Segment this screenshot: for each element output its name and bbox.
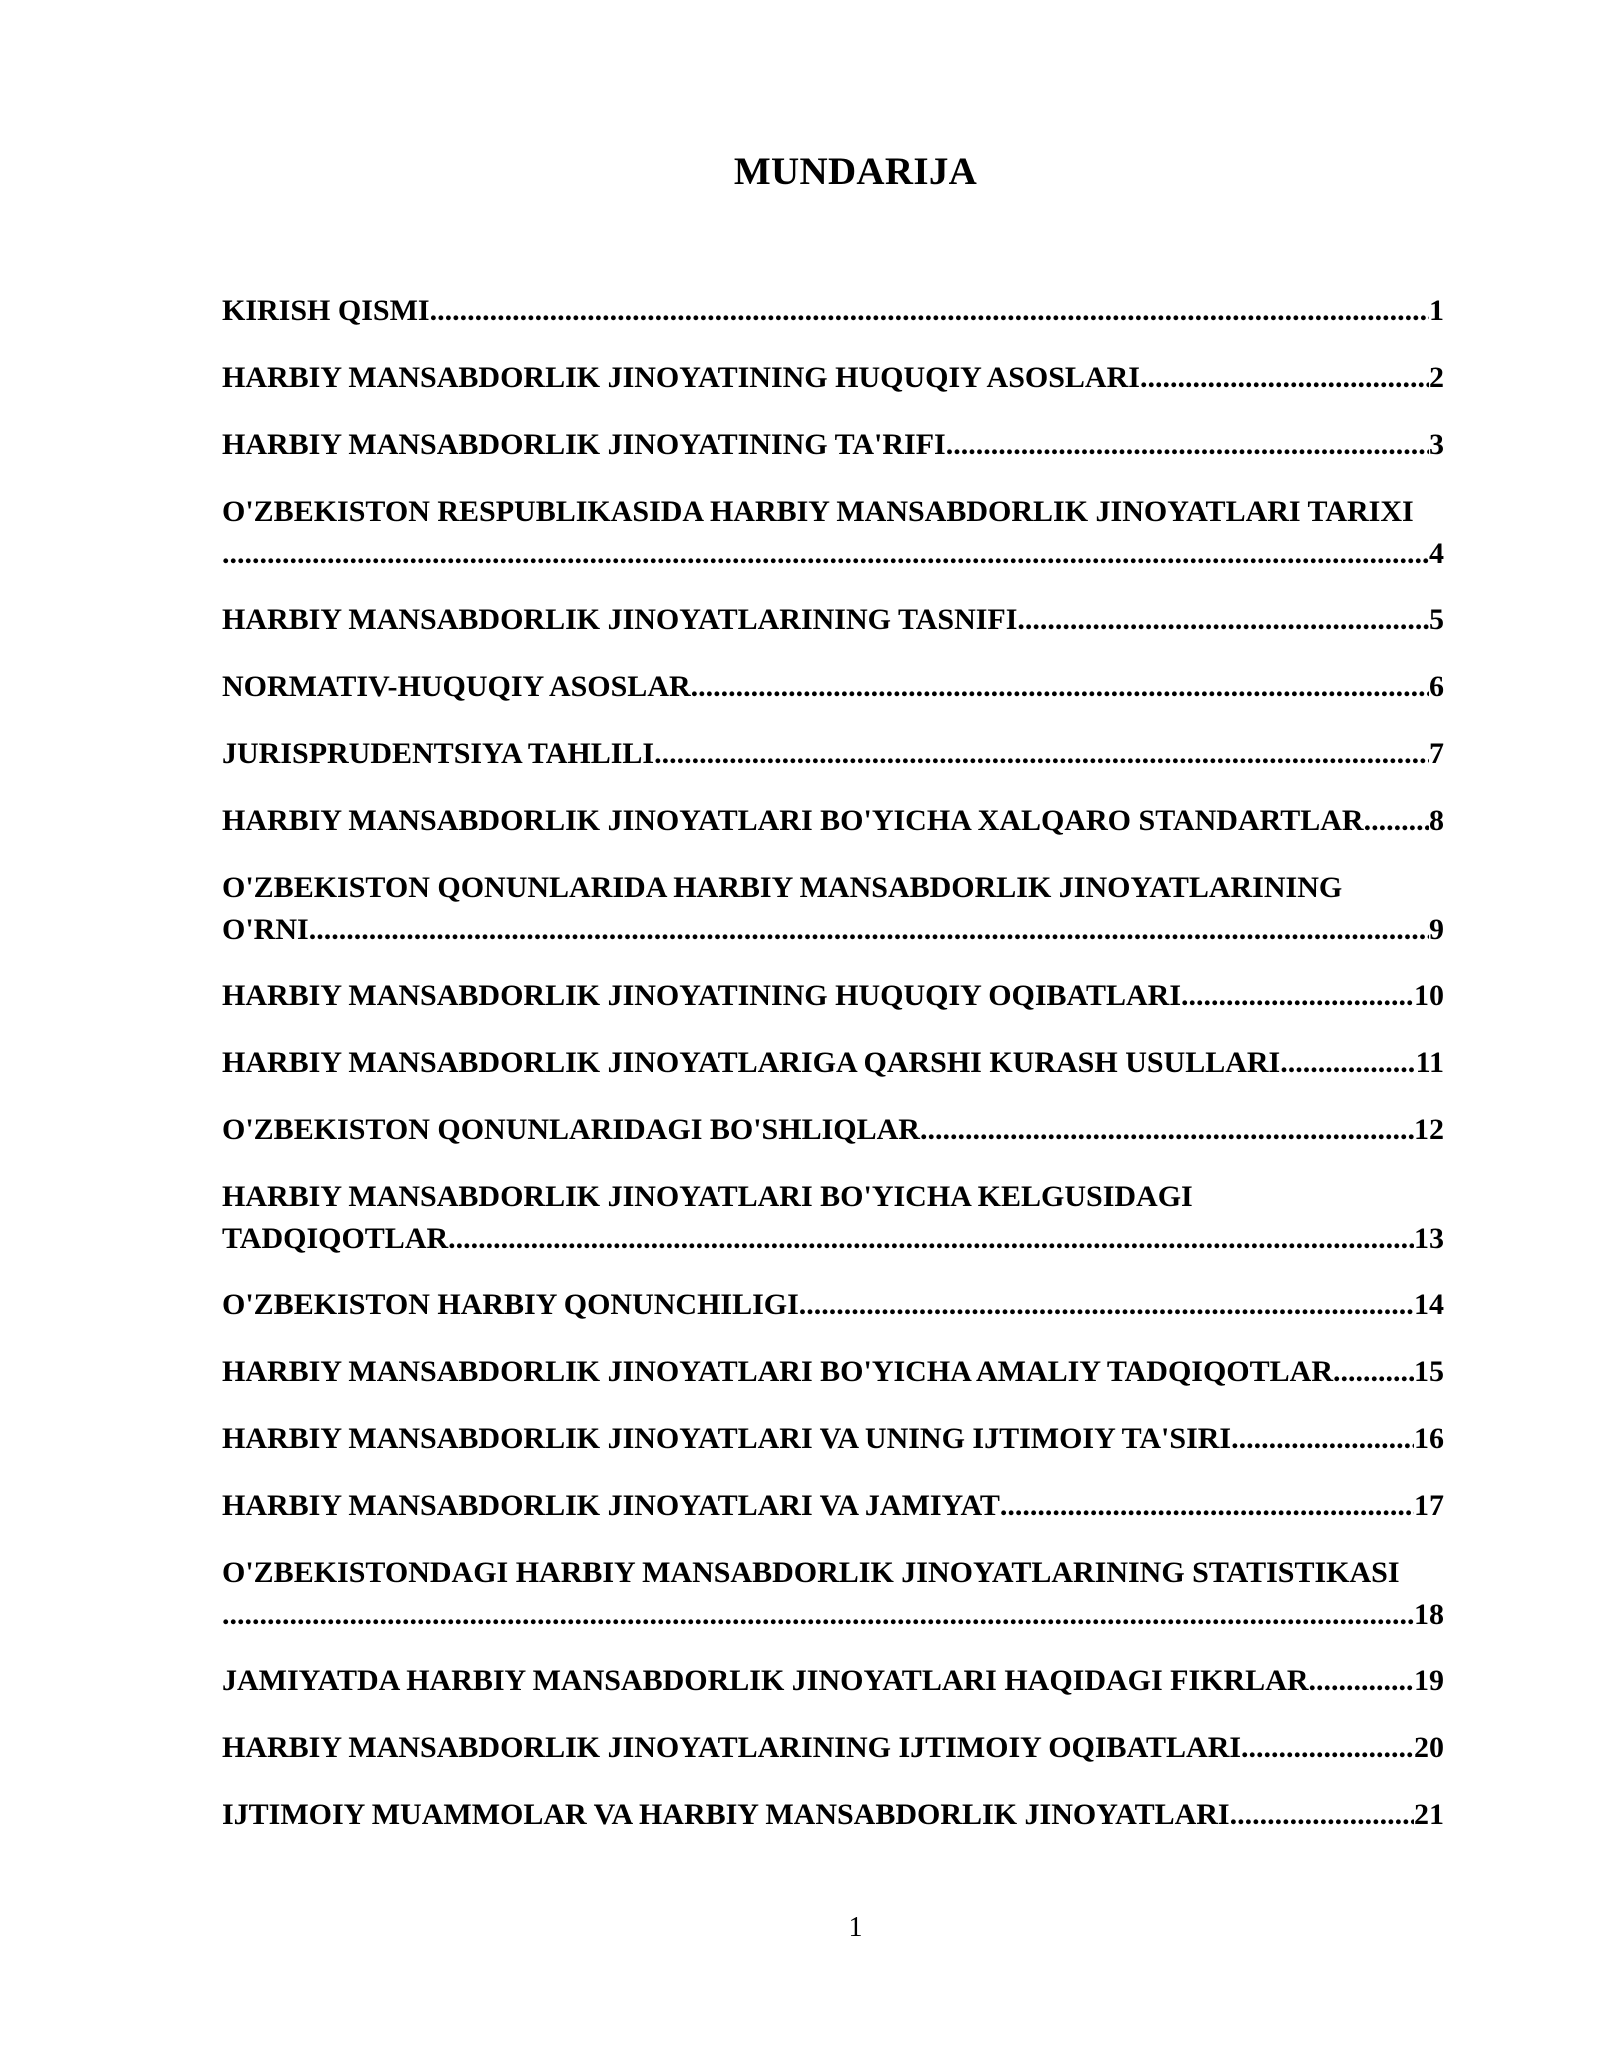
toc-entry[interactable] xyxy=(222,424,1444,466)
toc-entry-page: 3 xyxy=(1429,428,1444,461)
toc-entry[interactable] xyxy=(222,1351,1444,1393)
dot-leader xyxy=(309,909,1429,951)
dot-leader xyxy=(920,1109,1414,1151)
toc-entry[interactable] xyxy=(222,290,1444,332)
toc-entry-title-continued: TADQIQOTLAR xyxy=(222,1222,449,1255)
toc-entry[interactable] xyxy=(222,1660,1444,1702)
toc-entry[interactable] xyxy=(222,1284,1444,1326)
toc-entry[interactable] xyxy=(222,975,1444,1017)
toc-entry-page: 15 xyxy=(1414,1355,1444,1388)
dot-leader xyxy=(654,733,1429,775)
toc-entry-page: 2 xyxy=(1429,361,1444,394)
dot-leader xyxy=(1231,1418,1414,1460)
toc-entry-title: HARBIY MANSABDORLIK JINOYATLARI VA UNING IJTIMOIY TA'SIRI xyxy=(222,1422,1232,1455)
toc-entry[interactable] xyxy=(222,1552,1444,1636)
dot-leader xyxy=(1230,1794,1414,1836)
dot-leader xyxy=(1364,800,1429,842)
dot-leader xyxy=(691,666,1429,708)
toc-entry[interactable] xyxy=(222,867,1444,951)
toc-entry-title: HARBIY MANSABDORLIK JINOYATLARI BO'YICHA KELGUSIDAGI xyxy=(222,1180,1193,1213)
dot-leader xyxy=(1181,975,1414,1017)
dot-leader xyxy=(1017,599,1429,641)
toc-entry-page: 18 xyxy=(1414,1598,1444,1631)
toc-entry-page: 1 xyxy=(1429,294,1444,327)
toc-entry-title: O'ZBEKISTON QONUNLARIDAGI BO'SHLIQLAR xyxy=(222,1113,920,1146)
toc-entry-title: JAMIYATDA HARBIY MANSABDORLIK JINOYATLARI HAQIDAGI FIKRLAR xyxy=(222,1664,1309,1697)
toc-entry-title: HARBIY MANSABDORLIK JINOYATLARI VA JAMIYAT xyxy=(222,1489,1000,1522)
toc-entry[interactable] xyxy=(222,1042,1444,1084)
toc-entry[interactable] xyxy=(222,1485,1444,1527)
dot-leader xyxy=(448,1218,1414,1260)
toc-entry-title: HARBIY MANSABDORLIK JINOYATLARI BO'YICHA XALQARO STANDARTLAR xyxy=(222,804,1364,837)
toc-entry-page: 10 xyxy=(1414,979,1444,1012)
dot-leader xyxy=(1309,1660,1414,1702)
toc-entry-page: 13 xyxy=(1414,1222,1444,1255)
toc-entry[interactable] xyxy=(222,599,1444,641)
toc-entry[interactable] xyxy=(222,666,1444,708)
toc-entry-page: 5 xyxy=(1429,603,1444,636)
toc-entry-page: 17 xyxy=(1414,1489,1444,1522)
toc-entry-title: HARBIY MANSABDORLIK JINOYATLARINING TASNIFI xyxy=(222,603,1018,636)
toc-entry-page: 16 xyxy=(1414,1422,1444,1455)
dot-leader xyxy=(799,1284,1414,1326)
toc-entry[interactable] xyxy=(222,357,1444,399)
toc-entry[interactable] xyxy=(222,800,1444,842)
toc-entry-page: 8 xyxy=(1429,804,1444,837)
page-title: MUNDARIJA xyxy=(733,150,978,193)
toc-entry-page: 7 xyxy=(1429,737,1444,770)
toc-entry-page: 9 xyxy=(1429,913,1444,946)
toc-entry-title: HARBIY MANSABDORLIK JINOYATLARI BO'YICHA AMALIY TADQIQOTLAR xyxy=(222,1355,1333,1388)
toc-entry-page: 14 xyxy=(1414,1288,1444,1321)
toc-entry-title: O'ZBEKISTON QONUNLARIDA HARBIY MANSABDORLIK JINOYATLARINING xyxy=(222,871,1343,904)
dot-leader xyxy=(1280,1042,1415,1084)
toc-entry[interactable] xyxy=(222,491,1444,575)
toc-entry-title: JURISPRUDENTSIYA TAHLILI xyxy=(222,737,655,770)
toc-entry-page: 21 xyxy=(1414,1798,1444,1831)
toc-entry-page: 12 xyxy=(1414,1113,1444,1146)
toc-entry-title: HARBIY MANSABDORLIK JINOYATINING TA'RIFI xyxy=(222,428,946,461)
page-number: 1 xyxy=(848,1912,863,1943)
toc-entry-title: KIRISH QISMI xyxy=(222,294,430,327)
toc-entry-title: O'ZBEKISTONDAGI HARBIY MANSABDORLIK JINOYATLARINING STATISTIKASI xyxy=(222,1556,1400,1589)
toc-entry-title: O'ZBEKISTON RESPUBLIKASIDA HARBIY MANSABDORLIK JINOYATLARI TARIXI xyxy=(222,495,1414,528)
toc-entry-page: 11 xyxy=(1415,1046,1444,1079)
toc-entry-title-continued: O'RNI xyxy=(222,913,309,946)
toc-entry[interactable] xyxy=(222,1109,1444,1151)
toc-entry-page: 4 xyxy=(1429,537,1444,570)
dot-leader xyxy=(222,533,1429,575)
dot-leader xyxy=(1241,1727,1414,1769)
toc-entry-title: HARBIY MANSABDORLIK JINOYATINING HUQUQIY ASOSLARI xyxy=(222,361,1140,394)
toc-entry[interactable] xyxy=(222,1418,1444,1460)
toc-entry[interactable] xyxy=(222,1794,1444,1836)
toc-entry-title: IJTIMOIY MUAMMOLAR VA HARBIY MANSABDORLIK JINOYATLARI xyxy=(222,1798,1230,1831)
dot-leader xyxy=(946,424,1429,466)
dot-leader xyxy=(222,1594,1414,1636)
toc-entry-title: HARBIY MANSABDORLIK JINOYATLARIGA QARSHI KURASH USULLARI xyxy=(222,1046,1281,1079)
toc-entry[interactable] xyxy=(222,1176,1444,1260)
toc-entry[interactable] xyxy=(222,733,1444,775)
toc-entry-title: NORMATIV-HUQUQIY ASOSLAR xyxy=(222,670,691,703)
dot-leader xyxy=(1140,357,1429,399)
toc-entry-page: 20 xyxy=(1414,1731,1444,1764)
toc-entry-page: 19 xyxy=(1414,1664,1444,1697)
toc-entry-title: O'ZBEKISTON HARBIY QONUNCHILIGI xyxy=(222,1288,799,1321)
toc-entry-page: 6 xyxy=(1429,670,1444,703)
dot-leader xyxy=(1000,1485,1414,1527)
dot-leader xyxy=(1333,1351,1414,1393)
dot-leader xyxy=(430,290,1429,332)
toc-entry-title: HARBIY MANSABDORLIK JINOYATINING HUQUQIY OQIBATLARI xyxy=(222,979,1182,1012)
toc-entry[interactable] xyxy=(222,1727,1444,1769)
toc-entry-title: HARBIY MANSABDORLIK JINOYATLARINING IJTIMOIY OQIBATLARI xyxy=(222,1731,1242,1764)
